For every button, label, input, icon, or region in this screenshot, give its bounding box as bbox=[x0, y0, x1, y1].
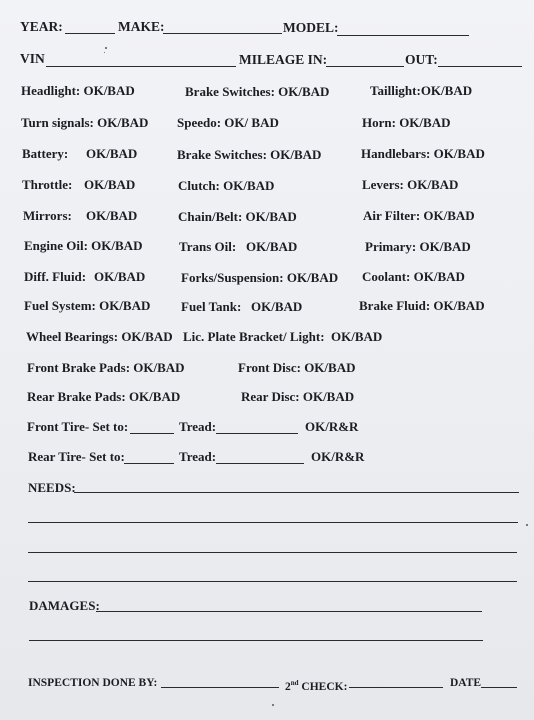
front-tread-field[interactable] bbox=[216, 433, 298, 434]
forks-suspension-item: Forks/Suspension: OK/BAD bbox=[181, 270, 339, 285]
second-check-number: 2 bbox=[285, 681, 291, 693]
chain-belt-item: Chain/Belt: OK/BAD bbox=[178, 209, 297, 224]
model-label: MODEL: bbox=[283, 20, 339, 35]
diff-fluid-status: OK/BAD bbox=[94, 269, 146, 284]
trans-oil-status: OK/BAD bbox=[246, 239, 298, 254]
paper-speck bbox=[526, 524, 528, 526]
mirrors-label: Mirrors: bbox=[23, 208, 72, 223]
damages-line-2[interactable] bbox=[29, 640, 483, 641]
mirrors-status: OK/BAD bbox=[86, 208, 138, 223]
mileage-out-field[interactable] bbox=[438, 66, 522, 67]
front-tire-result: OK/R&R bbox=[305, 419, 359, 434]
fuel-system-item: Fuel System: OK/BAD bbox=[24, 298, 151, 313]
throttle-status: OK/BAD bbox=[84, 177, 136, 192]
damages-line-1[interactable] bbox=[96, 611, 482, 612]
throttle-label: Throttle: bbox=[22, 177, 73, 192]
rear-tire-result: OK/R&R bbox=[311, 449, 365, 464]
coolant-item: Coolant: OK/BAD bbox=[362, 269, 465, 284]
lic-plate-status: OK/BAD bbox=[331, 329, 383, 344]
fuel-tank-status: OK/BAD bbox=[251, 299, 303, 314]
front-brake-pads-item: Front Brake Pads: OK/BAD bbox=[27, 360, 185, 375]
front-tire-set-label: Front Tire- Set to: bbox=[27, 419, 129, 434]
second-check-suffix: nd bbox=[290, 679, 299, 687]
levers-item: Levers: OK/BAD bbox=[362, 177, 459, 192]
year-field[interactable] bbox=[65, 33, 115, 34]
mileage-in-label: MILEAGE IN: bbox=[239, 52, 328, 67]
needs-line-1[interactable] bbox=[74, 492, 519, 493]
battery-status: OK/BAD bbox=[86, 146, 138, 161]
handlebars-item: Handlebars: OK/BAD bbox=[361, 146, 485, 161]
diff-fluid-label: Diff. Fluid: bbox=[24, 269, 87, 284]
paper-speck bbox=[104, 52, 105, 53]
needs-line-2[interactable] bbox=[28, 522, 518, 523]
rear-tread-label: Tread: bbox=[179, 449, 217, 464]
inspection-label: INSPECTION DONE BY: bbox=[28, 677, 158, 689]
front-tread-label: Tread: bbox=[179, 419, 217, 434]
front-disc-item: Front Disc: OK/BAD bbox=[238, 360, 356, 375]
rear-disc-item: Rear Disc: OK/BAD bbox=[241, 389, 355, 404]
vin-field[interactable] bbox=[46, 66, 236, 67]
brake-switches-item-2: Brake Switches: OK/BAD bbox=[177, 147, 322, 162]
lic-plate-label: Lic. Plate Bracket/ Light: bbox=[183, 329, 325, 344]
rear-brake-pads-item: Rear Brake Pads: OK/BAD bbox=[27, 389, 181, 404]
needs-line-3[interactable] bbox=[28, 552, 517, 553]
damages-label: DAMAGES: bbox=[29, 598, 100, 613]
fuel-tank-label: Fuel Tank: bbox=[181, 299, 242, 314]
make-label: MAKE: bbox=[118, 19, 165, 34]
battery-label: Battery: bbox=[22, 146, 69, 161]
rear-tire-set-label: Rear Tire- Set to: bbox=[28, 449, 125, 464]
second-check-label bbox=[285, 676, 347, 694]
mileage-in-field[interactable] bbox=[326, 66, 404, 67]
needs-line-4[interactable] bbox=[28, 581, 517, 582]
make-field[interactable] bbox=[163, 33, 282, 34]
headlight-item: Headlight: OK/BAD bbox=[21, 83, 135, 98]
year-label: YEAR: bbox=[20, 19, 63, 34]
taillight-item: Taillight:OK/BAD bbox=[370, 83, 473, 98]
speedo-item: Speedo: OK/ BAD bbox=[177, 115, 279, 130]
paper-speck bbox=[272, 704, 274, 706]
second-check-field[interactable] bbox=[349, 687, 443, 688]
paper-speck bbox=[105, 47, 107, 49]
mileage-out-label: OUT: bbox=[405, 52, 438, 67]
brake-fluid-item: Brake Fluid: OK/BAD bbox=[359, 298, 485, 313]
second-check-text: CHECK: bbox=[298, 681, 348, 693]
model-field[interactable] bbox=[337, 35, 469, 36]
needs-label: NEEDS: bbox=[28, 480, 76, 495]
horn-item: Horn: OK/BAD bbox=[362, 115, 451, 130]
date-label: DATE bbox=[450, 677, 482, 689]
primary-item: Primary: OK/BAD bbox=[365, 239, 471, 254]
wheel-bearings-item: Wheel Bearings: OK/BAD bbox=[26, 329, 173, 344]
trans-oil-label: Trans Oil: bbox=[179, 239, 237, 254]
brake-switches-item: Brake Switches: OK/BAD bbox=[185, 84, 330, 99]
vin-label: VIN bbox=[20, 51, 45, 66]
rear-tread-field[interactable] bbox=[216, 463, 304, 464]
date-field[interactable] bbox=[481, 687, 517, 688]
turn-signals-item: Turn signals: OK/BAD bbox=[21, 115, 149, 130]
inspection-field[interactable] bbox=[161, 687, 279, 688]
front-tire-set-field[interactable] bbox=[130, 433, 174, 434]
clutch-item: Clutch: OK/BAD bbox=[178, 178, 275, 193]
rear-tire-set-field[interactable] bbox=[124, 463, 174, 464]
air-filter-item: Air Filter: OK/BAD bbox=[363, 208, 475, 223]
engine-oil-item: Engine Oil: OK/BAD bbox=[24, 238, 143, 253]
